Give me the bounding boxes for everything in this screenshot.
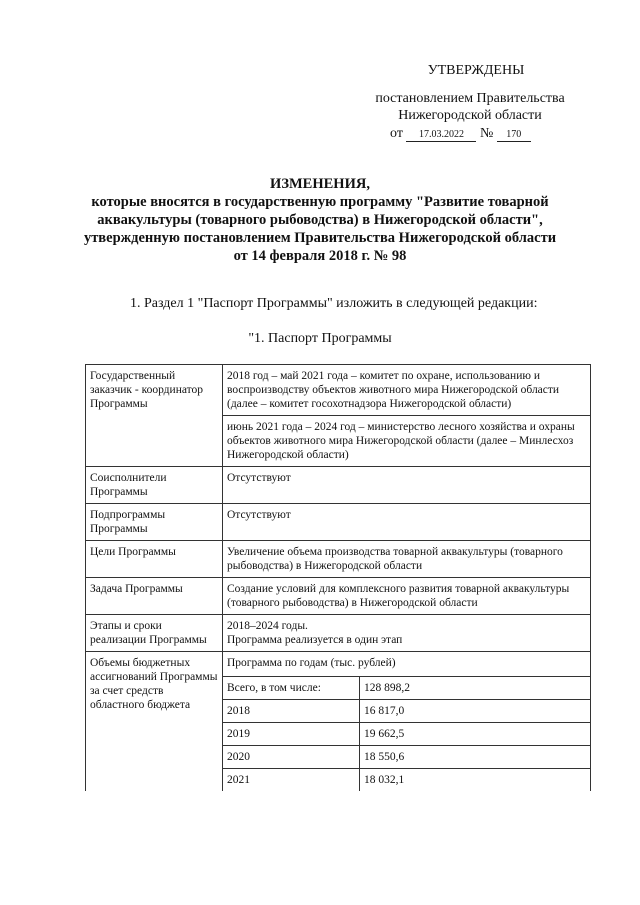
customer-value-1: 2018 год – май 2021 года – комитет по охране, использованию и воспроизводству объектов животного мира Нижегородской области (далее – комитет госохотнадзора Нижегородской области): [223, 365, 591, 416]
customer-value-2: июнь 2021 года – 2024 год – министерство лесного хозяйства и охраны объектов животного мира Нижегородской области (далее – Минлесхоз Нижегородской области): [223, 416, 591, 467]
subprog-label: Подпрограммы Программы: [86, 504, 223, 541]
approval-block: [365, 62, 595, 142]
budget-row-label: 2021: [223, 769, 360, 792]
budget-row: [223, 723, 590, 746]
table-row: [86, 541, 591, 578]
budget-row: [223, 677, 590, 700]
coexec-label: Соисполнители Программы: [86, 467, 223, 504]
budget-row: [223, 700, 590, 723]
decree-date-number: [365, 125, 595, 142]
decree-number: 170: [497, 129, 531, 142]
subprog-value: Отсутствуют: [223, 504, 591, 541]
budget-header: Программа по годам (тыс. рублей): [227, 657, 396, 669]
coexec-value: Отсутствуют: [223, 467, 591, 504]
approval-title: УТВЕРЖДЕНЫ: [427, 63, 525, 78]
decree-line-2: Нижегородской области: [398, 108, 542, 123]
stages-label: Этапы и сроки реализации Программы: [86, 615, 223, 652]
table-row: [86, 578, 591, 615]
stages-value-1: 2018–2024 годы.: [227, 620, 308, 632]
customer-label: Государственный заказчик - координатор Программы: [86, 365, 223, 467]
decree-date: 17.03.2022: [406, 129, 476, 142]
decree-line-1: постановлением Правительства: [375, 91, 565, 106]
table-row: [86, 615, 591, 652]
budget-row-label: Всего, в том числе:: [223, 677, 360, 700]
budget-row-value: 128 898,2: [360, 677, 591, 700]
section-instruction: 1. Раздел 1 "Паспорт Программы" изложить в следующей редакции:: [130, 296, 538, 311]
number-label: №: [479, 126, 494, 141]
budget-row-label: 2018: [223, 700, 360, 723]
budget-label: Объемы бюджетных ассигнований Программы за счет средств областного бюджета: [86, 652, 223, 792]
heading-line-2: которые вносятся в государственную программу "Развитие товарной: [91, 194, 549, 210]
heading-line-5: от 14 февраля 2018 г. № 98: [233, 248, 407, 264]
table-row: [86, 467, 591, 504]
heading-line-1: ИЗМЕНЕНИЯ,: [270, 176, 370, 192]
budget-row-value: 18 550,6: [360, 746, 591, 769]
budget-row-value: 19 662,5: [360, 723, 591, 746]
document-heading: [60, 175, 580, 265]
passport-table: [85, 364, 591, 791]
budget-row: [223, 746, 590, 769]
stages-value-2: Программа реализуется в один этап: [227, 634, 403, 646]
heading-line-4: утвержденную постановлением Правительства Нижегородской области: [83, 230, 557, 246]
heading-line-3: аквакультуры (товарного рыбоводства) в Нижегородской области",: [97, 212, 543, 228]
goals-label: Цели Программы: [86, 541, 223, 578]
approval-decree: [365, 90, 575, 124]
table-row: [86, 365, 591, 416]
task-value: Создание условий для комплексного развития товарной аквакультуры (товарного рыбоводства) в Нижегородской области: [223, 578, 591, 615]
budget-row-label: 2019: [223, 723, 360, 746]
table-row: [86, 504, 591, 541]
budget-row-label: 2020: [223, 746, 360, 769]
from-label: от: [390, 126, 403, 141]
task-label: Задача Программы: [86, 578, 223, 615]
budget-row: [223, 769, 590, 792]
passport-title: "1. Паспорт Программы: [248, 331, 392, 346]
goals-value: Увеличение объема производства товарной аквакультуры (товарного рыбоводства) в Нижегородской области: [223, 541, 591, 578]
budget-table: [223, 676, 590, 791]
budget-cell: [223, 652, 591, 792]
stages-value: [223, 615, 591, 652]
budget-row-value: 18 032,1: [360, 769, 591, 792]
table-row: [86, 652, 591, 792]
budget-row-value: 16 817,0: [360, 700, 591, 723]
